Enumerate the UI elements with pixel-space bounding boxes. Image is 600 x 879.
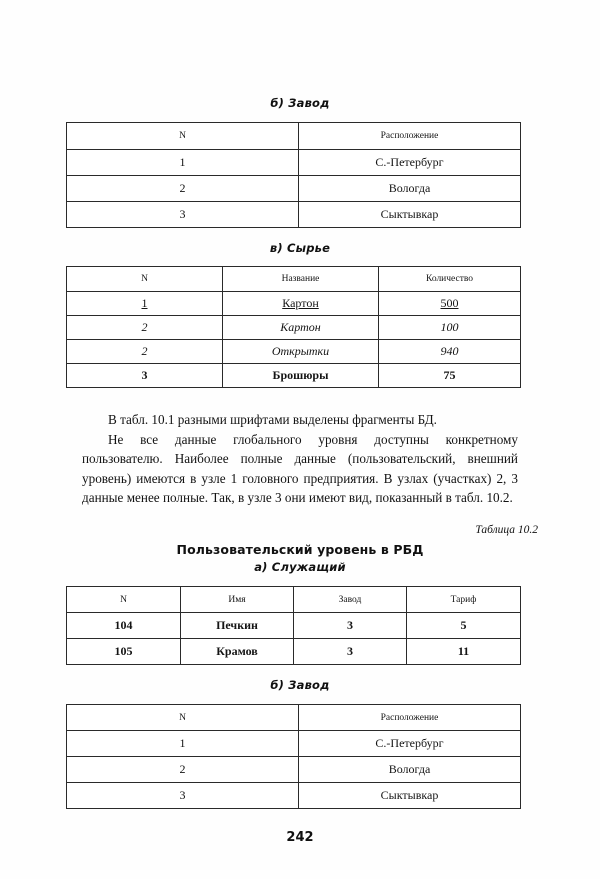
table-cell-value: 3 — [179, 207, 186, 221]
table-row — [67, 613, 521, 639]
table-cell-value: 75 — [443, 368, 456, 382]
table-cell-value: Крамов — [216, 644, 258, 658]
column-header: N — [67, 587, 181, 613]
column-header: Название — [223, 267, 379, 292]
table-cell — [407, 639, 521, 665]
caption-syrye: в) Сырье — [269, 241, 331, 255]
table-row — [67, 340, 521, 364]
table-cell — [299, 731, 521, 757]
table-cell — [67, 639, 181, 665]
table-cell — [67, 340, 223, 364]
column-header: Имя — [181, 587, 294, 613]
table-cell-value: 3 — [347, 644, 353, 658]
table-cell-value: 1 — [179, 736, 186, 750]
caption-zavod-bottom: б) Завод — [270, 678, 330, 692]
caption-zavod-top: б) Завод — [270, 96, 330, 110]
table-header-row — [67, 267, 521, 292]
table-cell-value: 5 — [460, 618, 467, 632]
paragraph-2: Не все данные глобального уровня доступны конкретному пользователю. Наиболее полные данные (пользовательский, внешний уровень) имеются в узле 1 головного предприятия. В узлах (участках) 2, 3 данные менее полные. Так, в узле 3 они имеют вид, показанный в табл. 10.2. — [82, 431, 518, 506]
table-number-label: Таблица 10.2 — [475, 524, 538, 536]
caption-sluzhashchiy: а) Служащий — [254, 560, 346, 574]
column-header: Количество — [379, 267, 521, 292]
column-header: N — [67, 123, 299, 150]
table-cell-value: 105 — [114, 644, 133, 658]
table-cell-value: Сыктывкар — [380, 788, 439, 802]
table-cell-value: 100 — [440, 320, 459, 334]
table-cell — [407, 613, 521, 639]
table-cell — [181, 613, 294, 639]
section-title: Пользовательский уровень в РБД — [176, 542, 424, 557]
column-header: N — [67, 705, 299, 731]
table-cell-value: Печкин — [216, 618, 258, 632]
table-header-row — [67, 705, 521, 731]
column-header: Расположение — [299, 705, 521, 731]
table-cell — [299, 757, 521, 783]
table-cell — [294, 639, 407, 665]
table-zavod-top-body — [67, 123, 521, 228]
table-cell — [379, 364, 521, 388]
table-cell — [67, 176, 299, 202]
table-cell-value: С.-Петербург — [375, 155, 444, 169]
table-cell-value: 2 — [141, 344, 148, 358]
table-zavod-bottom — [66, 704, 521, 809]
table-cell-value: 104 — [114, 618, 133, 632]
table-cell — [181, 639, 294, 665]
table-cell — [67, 783, 299, 809]
table-zavod-bottom-body — [67, 705, 521, 809]
table-row — [67, 757, 521, 783]
table-row — [67, 639, 521, 665]
table-cell-value: Картон — [282, 296, 319, 310]
table-cell — [67, 364, 223, 388]
table-cell — [67, 316, 223, 340]
column-header: N — [67, 267, 223, 292]
table-header-row — [67, 587, 521, 613]
table-cell-value: 1 — [179, 155, 186, 169]
table-cell-value: 3 — [347, 618, 353, 632]
table-cell — [223, 316, 379, 340]
table-syrye — [66, 266, 521, 388]
table-row — [67, 150, 521, 176]
table-cell-value: 940 — [440, 344, 459, 358]
table-cell — [299, 202, 521, 228]
table-row — [67, 783, 521, 809]
column-header: Тариф — [407, 587, 521, 613]
table-cell — [67, 202, 299, 228]
table-cell — [223, 292, 379, 316]
table-cell — [67, 731, 299, 757]
table-cell-value: 2 — [179, 181, 186, 195]
table-cell — [223, 340, 379, 364]
table-cell-value: С.-Петербург — [375, 736, 444, 750]
table-sluzhashchiy-body — [67, 587, 521, 665]
table-cell-value: 3 — [141, 368, 148, 382]
table-cell-value: 500 — [440, 296, 459, 310]
table-cell — [223, 364, 379, 388]
table-sluzhashchiy — [66, 586, 521, 665]
table-cell — [379, 316, 521, 340]
table-row — [67, 176, 521, 202]
table-cell-value: Сыктывкар — [380, 207, 439, 221]
paragraph-1: В табл. 10.1 разными шрифтами выделены фрагменты БД. — [108, 412, 437, 427]
table-cell-value: 3 — [179, 788, 186, 802]
page-number: 242 — [286, 830, 314, 845]
table-cell-value: Брошюры — [272, 368, 329, 382]
table-row — [67, 731, 521, 757]
table-row — [67, 292, 521, 316]
table-cell — [299, 783, 521, 809]
table-cell — [67, 292, 223, 316]
table-cell-value: Картон — [280, 320, 321, 334]
table-row — [67, 364, 521, 388]
table-cell-value: 11 — [457, 644, 470, 658]
table-cell-value: Вологда — [388, 762, 431, 776]
body-paragraphs — [82, 410, 518, 508]
table-header-row — [67, 123, 521, 150]
column-header: Расположение — [299, 123, 521, 150]
table-cell-value: Открытки — [271, 344, 330, 358]
table-cell-value: 2 — [141, 320, 148, 334]
table-cell — [299, 150, 521, 176]
table-cell — [67, 150, 299, 176]
table-cell-value: Вологда — [388, 181, 431, 195]
table-cell — [379, 292, 521, 316]
table-syrye-body — [67, 267, 521, 388]
table-cell — [67, 613, 181, 639]
table-cell — [379, 340, 521, 364]
table-cell — [67, 757, 299, 783]
table-cell — [294, 613, 407, 639]
table-row — [67, 202, 521, 228]
table-cell-value: 2 — [179, 762, 186, 776]
table-zavod-top — [66, 122, 521, 228]
table-cell — [299, 176, 521, 202]
table-row — [67, 316, 521, 340]
column-header: Завод — [294, 587, 407, 613]
table-cell-value: 1 — [141, 296, 148, 310]
